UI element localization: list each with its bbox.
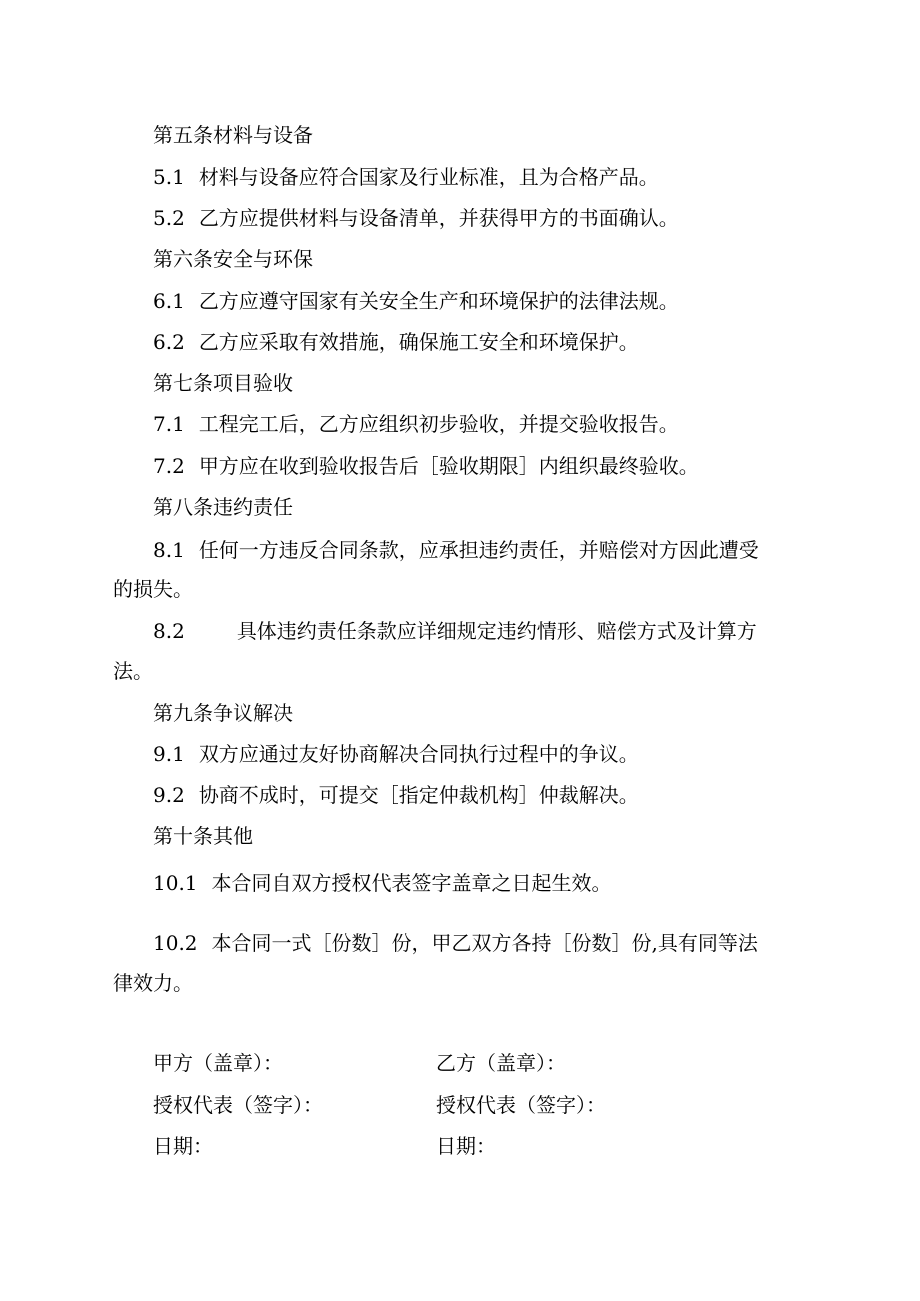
clause-6-1 [153,287,679,315]
clause-7-1 [153,410,679,438]
party-b-seal-label: 乙方（盖章）： [436,1051,566,1075]
clause-10-2-continuation: 律效力。 [113,971,193,995]
party-b-date-label: 日期： [436,1134,496,1158]
clause-text: 具体违约责任条款应详细规定违约情形、赔偿方式及计算方 [236,619,757,643]
clause-8-1 [153,536,759,564]
clause-number: 5.1 [153,165,185,189]
clause-text: 乙方应提供材料与设备清单，并获得甲方的书面确认。 [198,206,679,230]
clause-5-2 [153,204,679,232]
clause-text: 双方应通过友好协商解决合同执行过程中的争议。 [198,742,639,766]
clause-number: 9.1 [153,742,185,766]
clause-8-1-continuation: 的损失。 [113,577,193,601]
section-heading-9: 第九条争议解决 [153,701,293,725]
clause-number: 6.2 [153,330,185,354]
clause-number: 5.2 [153,206,185,230]
clause-9-2 [153,781,639,809]
section-heading-6: 第六条安全与环保 [153,247,313,271]
clause-text: 乙方应遵守国家有关安全生产和环境保护的法律法规。 [198,289,679,313]
party-b-rep-label: 授权代表（签字）： [436,1093,606,1117]
clause-number: 6.1 [153,289,185,313]
clause-9-1 [153,740,639,768]
clause-text: 协商不成时，可提交［指定仲裁机构］仲裁解决。 [198,783,639,807]
clause-8-2 [153,617,757,645]
clause-text: 任何一方违反合同条款，应承担违约责任，并赔偿对方因此遭受 [198,538,759,562]
section-heading-8: 第八条违约责任 [153,495,293,519]
party-a-date-label: 日期： [153,1134,213,1158]
clause-6-2 [153,328,639,356]
clause-text: 本合同自双方授权代表签字盖章之日起生效。 [211,871,612,895]
clause-number: 7.1 [153,412,185,436]
clause-10-1 [153,869,612,897]
clause-text: 甲方应在收到验收报告后［验收期限］内组织最终验收。 [198,454,699,478]
clause-number: 8.1 [153,538,185,562]
clause-text: 材料与设备应符合国家及行业标准，且为合格产品。 [198,165,659,189]
party-a-seal-label: 甲方（盖章）： [153,1051,283,1075]
clause-number: 7.2 [153,454,185,478]
clause-7-2 [153,452,699,480]
clause-10-2 [153,929,758,957]
section-heading-5: 第五条材料与设备 [153,123,313,147]
section-heading-7: 第七条项目验收 [153,371,293,395]
clause-8-2-continuation: 法。 [113,659,153,683]
clause-number: 10.2 [153,931,198,955]
section-heading-10: 第十条其他 [153,824,253,848]
clause-text: 本合同一式［份数］份，甲乙双方各持［份数］份,具有同等法 [211,931,758,955]
clause-number: 9.2 [153,783,185,807]
clause-number: 10.1 [153,871,198,895]
party-a-rep-label: 授权代表（签字）： [153,1093,323,1117]
clause-text: 乙方应采取有效措施，确保施工安全和环境保护。 [198,330,639,354]
clause-text: 工程完工后，乙方应组织初步验收，并提交验收报告。 [198,412,679,436]
clause-number: 8.2 [153,619,185,643]
clause-5-1 [153,163,659,191]
